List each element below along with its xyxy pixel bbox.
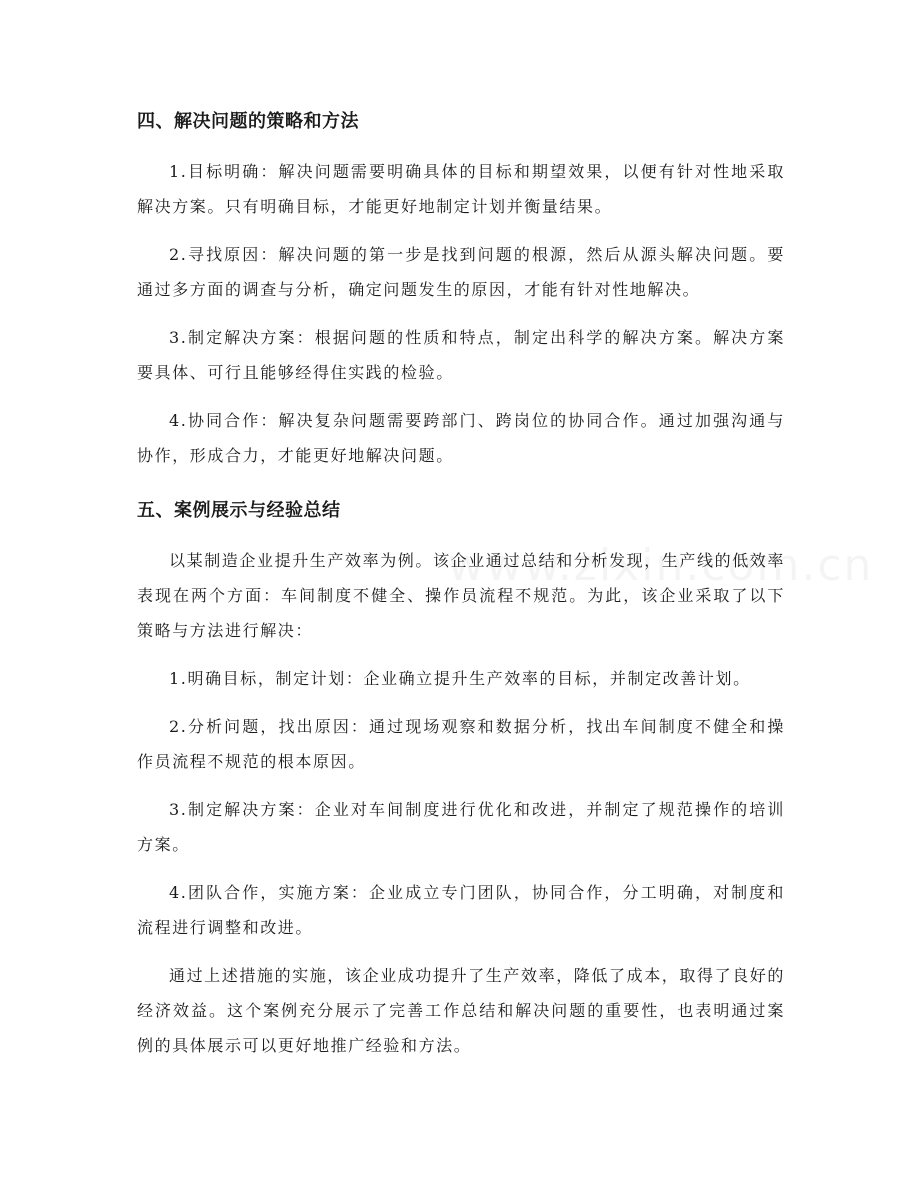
paragraph: 2.分析问题，找出原因：通过现场观察和数据分析，找出车间制度不健全和操作员流程不规范的根本原因。 — [137, 717, 785, 771]
paragraph: 4.团队合作，实施方案：企业成立专门团队，协同合作，分工明确，对制度和流程进行调整和改进。 — [137, 883, 785, 937]
paragraph: 4.协同合作：解决复杂问题需要跨部门、跨岗位的协同合作。通过加强沟通与协作，形成合力，才能更好地解决问题。 — [137, 411, 785, 465]
paragraph: 通过上述措施的实施，该企业成功提升了生产效率，降低了成本，取得了良好的经济效益。这个案例充分展示了完善工作总结和解决问题的重要性，也表明通过案例的具体展示可以更好地推广经验和方法。 — [137, 966, 786, 1055]
paragraph: 3.制定解决方案：根据问题的性质和特点，制定出科学的解决方案。解决方案要具体、可行且能够经得住实践的检验。 — [137, 328, 785, 382]
section-heading-case-study: 五、案例展示与经验总结 — [137, 500, 341, 521]
paragraph: 1.目标明确：解决问题需要明确具体的目标和期望效果，以便有针对性地采取解决方案。只有明确目标，才能更好地制定计划并衡量结果。 — [137, 162, 785, 216]
paragraph: 以某制造企业提升生产效率为例。该企业通过总结和分析发现，生产线的低效率表现在两个方面：车间制度不健全、操作员流程不规范。为此，该企业采取了以下策略与方法进行解决： — [137, 551, 786, 640]
paragraph: 3.制定解决方案：企业对车间制度进行优化和改进，并制定了规范操作的培训方案。 — [137, 800, 785, 854]
document-body — [137, 104, 785, 1063]
paragraph: 1.明确目标，制定计划：企业确立提升生产效率的目标，并制定改善计划。 — [169, 669, 751, 688]
paragraph: 2.寻找原因：解决问题的第一步是找到问题的根源，然后从源头解决问题。要通过多方面的调查与分析，确定问题发生的原因，才能有针对性地解决。 — [137, 245, 785, 299]
section-heading-strategies: 四、解决问题的策略和方法 — [137, 111, 359, 132]
